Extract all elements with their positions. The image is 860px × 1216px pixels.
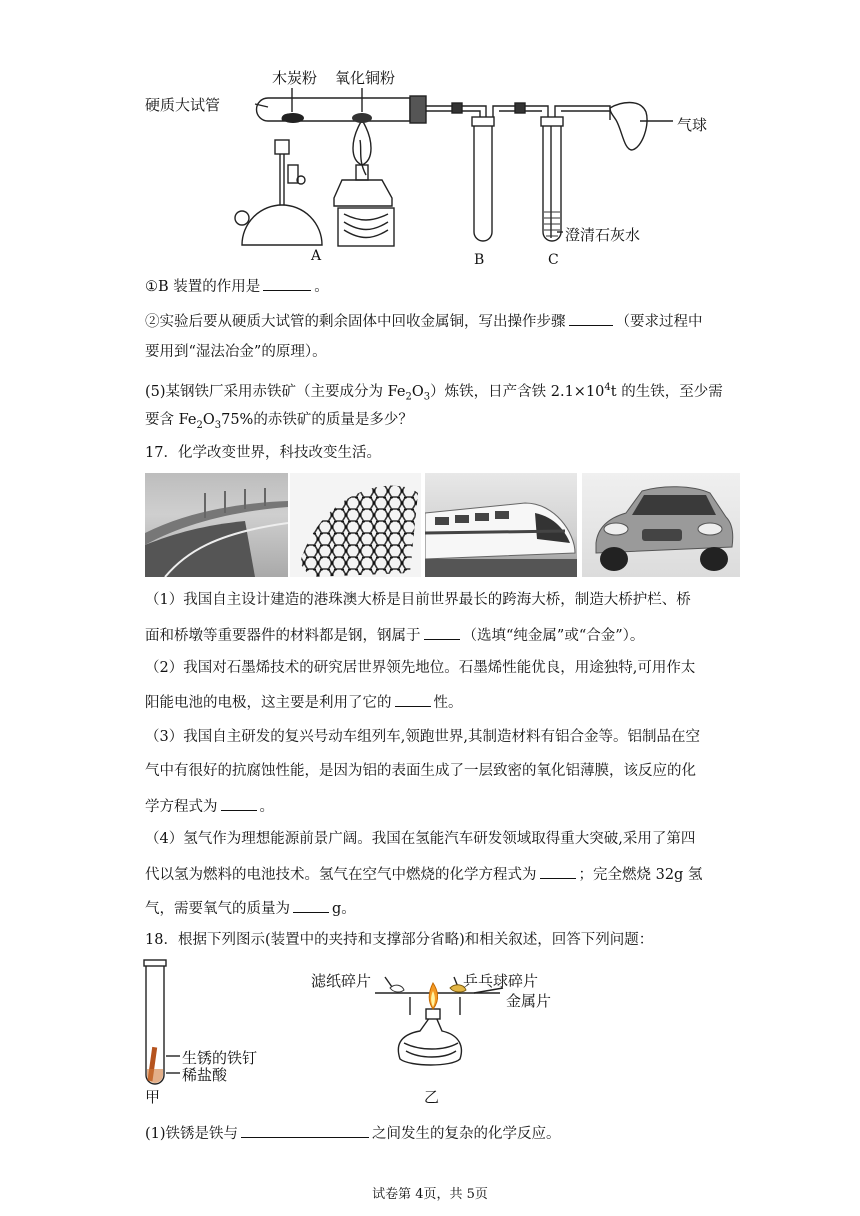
text: g。	[332, 901, 356, 917]
text: （选填“纯金属”或“合金”）。	[462, 628, 645, 644]
answer-blank[interactable]	[540, 864, 576, 879]
label-pingpong: 乒乓球碎片	[463, 972, 539, 990]
q17-part4-line2	[145, 864, 702, 885]
label-limewater: 澄清石灰水	[565, 226, 641, 244]
car-photo	[582, 473, 740, 577]
answer-blank[interactable]	[424, 625, 460, 640]
q18-title: 18．根据下列图示(装置中的夹持和支撑部分省略)和相关叙述，回答下列问题：	[145, 932, 654, 948]
q16-part5-line1	[145, 378, 723, 407]
q17-part4-line1: （4）氢气作为理想能源前景广阔。我国在氢能汽车研发领域取得重大突破,采用了第四	[145, 831, 696, 847]
q16-part5-line2	[145, 411, 413, 435]
answer-blank[interactable]	[241, 1123, 369, 1138]
text: ）炼铁，日产含铁 2.1×10	[430, 383, 605, 400]
text: (5)某钢铁厂采用赤铁矿（主要成分为 Fe	[145, 383, 406, 400]
q17-part2-line1: （2）我国对石墨烯技术的研究居世界领先地位。石墨烯性能优良，用途独特,可用作太	[145, 660, 696, 676]
label-hard-tube: 硬质大试管	[145, 96, 221, 114]
bridge-photo	[145, 473, 288, 577]
label-rusty-nail: 生锈的铁钉	[182, 1049, 258, 1067]
text: 代以氢为燃料的电池技术。氢气在空气中燃烧的化学方程式为	[145, 867, 537, 883]
label-copper-oxide: 氧化铜粉	[335, 69, 396, 87]
label-filter-paper: 滤纸碎片	[311, 972, 372, 990]
q16-part4-1-text: ①B 装置的作用是	[145, 279, 261, 295]
q17-part3-line2: 气中有很好的抗腐蚀性能，是因为铝的表面生成了一层致密的氧化铝薄膜，该反应的化	[145, 763, 696, 779]
answer-blank[interactable]	[569, 311, 613, 326]
label-balloon: 气球	[677, 116, 708, 134]
text: 性。	[433, 695, 463, 711]
label-metal-sheet: 金属片	[506, 992, 552, 1010]
text: 学方程式为	[145, 799, 218, 815]
subscript: 3	[423, 391, 431, 403]
q16-part4-1	[145, 276, 329, 297]
q17-part2-line2	[145, 692, 463, 713]
superscript: 4	[604, 382, 611, 393]
q17-title: 17．化学改变世界，科技改变生活。	[145, 445, 381, 461]
q16-part4-1-end: 。	[314, 279, 329, 295]
text: 。	[259, 799, 274, 815]
text: 气，需要氧气的质量为	[145, 901, 290, 917]
q17-part3-line3	[145, 796, 274, 817]
subscript: 2	[196, 419, 203, 431]
text: t 的生铁，至少需	[610, 383, 723, 400]
text: 75%的赤铁矿的质量是多少？	[221, 412, 413, 428]
q16-part4-2-note: （要求过程中	[615, 314, 703, 330]
text: 面和桥墩等重要器件的材料都是钢，钢属于	[145, 628, 421, 644]
label-A: A	[311, 248, 322, 264]
train-photo	[425, 473, 577, 577]
apparatus-diagram	[0, 0, 860, 280]
q17-part1-line2	[145, 625, 644, 646]
q17-part4-line3	[145, 898, 356, 919]
answer-blank[interactable]	[263, 276, 311, 291]
q18-part1	[145, 1123, 561, 1144]
q16-part4-2-line2: 要用到“湿法冶金”的原理）。	[145, 344, 327, 360]
answer-blank[interactable]	[293, 898, 329, 913]
label-charcoal: 木炭粉	[272, 69, 318, 87]
text: 之间发生的复杂的化学反应。	[372, 1126, 561, 1142]
answer-blank[interactable]	[221, 796, 257, 811]
graphene-photo	[290, 473, 421, 577]
text: 要含 Fe	[145, 412, 197, 428]
q18-diagram	[0, 955, 860, 1105]
page-footer: 试卷第 4页，共 5页	[372, 1187, 488, 1202]
text: O	[411, 383, 424, 400]
label-jia: 甲	[145, 1088, 161, 1106]
text: ；完全燃烧 32g 氢	[578, 867, 703, 883]
label-B: B	[474, 252, 485, 268]
label-dilute-hcl: 稀盐酸	[182, 1066, 228, 1084]
answer-blank[interactable]	[395, 692, 431, 707]
q16-part4-2-text: ②实验后要从硬质大试管的剩余固体中回收金属铜，写出操作步骤	[145, 314, 566, 330]
text: O	[202, 412, 215, 428]
text: 阳能电池的电极，这主要是利用了它的	[145, 695, 392, 711]
label-C: C	[548, 252, 559, 268]
q17-part1-line1: （1）我国自主设计建造的港珠澳大桥是目前世界最长的跨海大桥，制造大桥护栏、桥	[145, 592, 691, 608]
subscript: 3	[214, 419, 222, 431]
label-yi: 乙	[424, 1088, 440, 1106]
q16-part4-2-line1	[145, 311, 703, 332]
q17-part3-line1: （3）我国自主研发的复兴号动车组列车,领跑世界,其制造材料有铝合金等。铝制品在空	[145, 729, 700, 745]
subscript: 2	[405, 391, 412, 403]
text: (1)铁锈是铁与	[145, 1126, 239, 1142]
